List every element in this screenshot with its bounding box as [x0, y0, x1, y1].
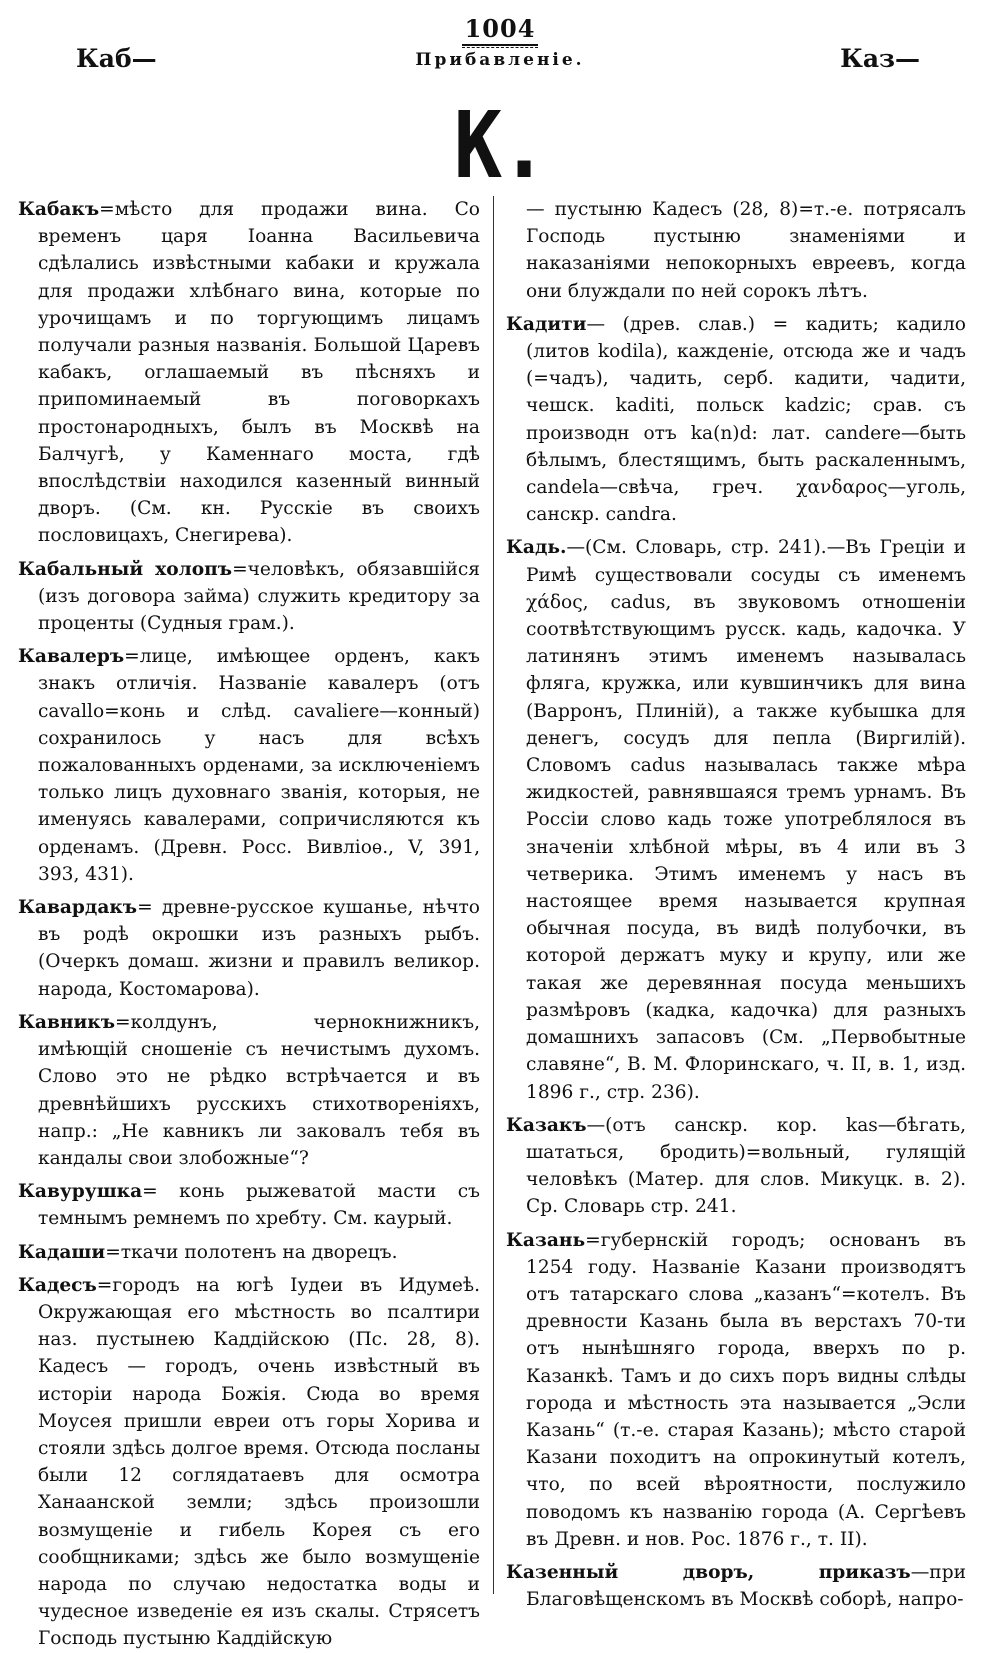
- entry-text: =человѣкъ, обязавшійся (изъ договора займа) служить кредитору за проценты (Судныя грам.).: [38, 558, 481, 635]
- dictionary-entry: [18, 196, 480, 550]
- dictionary-entry: [18, 643, 480, 888]
- entry-headword: Казань: [506, 1229, 586, 1251]
- entry-headword: Кавалеръ: [18, 646, 125, 668]
- entry-text: —(См. Словарь, стр. 241).—Въ Греціи и Римѣ существовали сосуды съ именемъ χάδος, cadus, въ звуковомъ отношеніи соотвѣтствующимъ русск. кадь, кадочка. У латинянъ этимъ именемъ называлась фляга, кружка, или кувшинчикъ для вина (Варронъ, Плиній), а также кубышка для денегъ, сосудъ для пепла (Виргилій). Словомъ cadus называлась также мѣра жидкостей, равнявшаяся тремъ урнамъ. Въ Россіи слово кадь тоже употреблялося въ значеніи хлѣбной мѣры, въ 4 или въ 3 четверика. Этимъ именемъ у насъ въ настоящее время называется крупная обычная посуда, въ видѣ полубочки, въ которой держатъ муку и крупу, или же такая же деревянная посуда меньшихъ размѣровъ (кадка, кадочка) для разныхъ домашнихъ запасовъ (См. „Первобытные славяне“, В. М. Флоринскаго, ч. II, в. 1, изд. 1896 г., стр. 236).: [526, 537, 966, 1103]
- entry-text: — пустыню Кадесъ (28, 8)=т.-е. потрясалъ Господь пустыню знаменіями и наказаніями непокорныхъ евреевъ, когда они блуждали по ней сорокъ лѣтъ.: [526, 199, 966, 302]
- entry-text: = конь рыжеватой масти съ темнымъ ремнемъ по хребту. См. каурый.: [38, 1181, 480, 1230]
- dictionary-entry: [506, 1112, 966, 1221]
- entry-text: =колдунъ, чернокнижникъ, имѣющій сношеніе съ нечистымъ духомъ. Слово это не рѣдко встрѣчается и въ древнѣйшихъ русскихъ стихотвореніяхъ, напр.: „Не кавникъ ли заковалъ тебя въ кандалы свои злобожные“?: [38, 1011, 480, 1169]
- page-number-wave-rule: [462, 47, 538, 48]
- entry-headword: Кадесъ: [18, 1274, 97, 1296]
- dictionary-entry-continuation: [506, 196, 966, 305]
- entry-text: = древне-русское кушанье, нѣчто въ родѣ окрошки изъ разныхъ рыбъ. (Очеркъ домаш. жизни и правилъ великор. народа, Костомарова).: [38, 897, 480, 1000]
- left-column: [18, 196, 481, 1650]
- dictionary-entry: [18, 1272, 480, 1653]
- entry-headword: Кабакъ: [18, 199, 100, 220]
- dictionary-entry: [506, 534, 966, 1105]
- entry-text: =губернскій городъ; основанъ въ 1254 году. Названіе Казани производятъ отъ татарскаго слова „казанъ“=котелъ. Въ древности Казань была въ верстахъ 70-ти отъ нынѣшняго города, вверхъ по р. Казанкѣ. Тамъ и до сихъ поръ видны слѣды города и мѣстность эта называется „Эсли Казань“ (т.-е. старая Казань); мѣсто старой Казани походитъ на опрокинутый котелъ, что, по всей вѣроятности, послужило поводомъ къ названію города (А. Сергѣевъ въ Древн. и нов. Рос. 1876 г., т. II).: [526, 1229, 966, 1550]
- entry-headword: Казенный дворъ, приказъ: [506, 1561, 911, 1583]
- entry-headword: Казакъ: [506, 1114, 587, 1136]
- entry-headword: Кадь.: [506, 537, 567, 559]
- entry-headword: Кавардакъ: [18, 897, 138, 919]
- right-column: [506, 196, 966, 1611]
- page-number: 1004: [464, 14, 536, 43]
- dictionary-entry: [18, 556, 480, 638]
- dictionary-entry: [506, 1227, 966, 1553]
- entry-text: —(отъ санскр. кор. kas—бѣгать, шататься, бродить)=вольный, гулящій человѣкъ (Матер. для слов. Микуцк. в. 2). Ср. Словарь стр. 241.: [526, 1114, 966, 1218]
- section-letter: К.: [453, 91, 547, 199]
- entry-headword: Кадаши: [18, 1241, 106, 1263]
- dictionary-entry: [506, 311, 966, 529]
- entry-text: =ткачи полотенъ на дворецъ.: [105, 1241, 398, 1263]
- running-head-right: Каз—: [840, 44, 920, 73]
- entry-text: — (древ. слав.) = кадить; кадило (литов kodila), кажденіе, отсюда же и чадъ (=чадъ), чадить, серб. кадити, чадити, чешск. kaditi, польск kadzic; срав. съ производн отъ ka(n)d: лат. candere—быть бѣлымъ, блестящимъ, быть раскаленнымъ, candela—свѣча, греч. χανδαρος—уголь, санскр. candra.: [526, 313, 966, 526]
- dictionary-entry: [18, 1239, 480, 1266]
- dictionary-entry: [506, 1559, 966, 1613]
- entry-text: =городъ на югѣ Іудеи въ Идумеѣ. Окружающая его мѣстность во псалтири наз. пустынею Каддійскою (Пс. 28, 8). Кадесъ — городъ, очень извѣстный въ исторіи народа Божія. Сюда во время Моусея пришли евреи отъ горы Хорива и стояли здѣсь долгое время. Отсюда посланы были 12 соглядатаевъ для осмотра Ханаанской земли; здѣсь произошли возмущеніе и гибель Корея съ его сообщниками; здѣсь же было возмущеніе народа по случаю недостатка воды и чудесное изведеніе ея изъ скалы. Стрясетъ Господь пустыню Каддійскую: [38, 1274, 480, 1650]
- entry-text: —при Благовѣщенскомъ въ Москвѣ соборѣ, напро-: [526, 1561, 966, 1611]
- entry-headword: Кавникъ: [18, 1011, 115, 1033]
- dictionary-entry: [18, 894, 480, 1003]
- running-head-center: Прибавленіе.: [415, 50, 585, 70]
- dictionary-entry: [18, 1178, 480, 1232]
- running-head-left: Каб—: [76, 44, 157, 73]
- entry-text: =мѣсто для продажи вина. Со временъ царя Іоанна Васильевича сдѣлались извѣстными кабаки и кружала для продажи хлѣбнаго вина, которые по урочищамъ и по торгующимъ лицамъ получали разныя названія. Большой Царевъ кабакъ, оглашаемый въ пѣсняхъ и припоминаемый въ поговоркахъ простонародныхъ, былъ въ Москвѣ на Балчугѣ, у Каменнаго моста, гдѣ впослѣдствіи находился казенный винный дворъ. (См. кн. Русскіе въ своихъ пословицахъ, Снегирева).: [38, 199, 480, 547]
- column-divider: [493, 196, 494, 1594]
- entry-headword: Кадити: [506, 313, 587, 335]
- entry-headword: Кабальный холопъ: [18, 558, 233, 580]
- page-number-underline: [462, 44, 538, 46]
- entry-text: =лице, имѣющее орденъ, какъ знакъ отличія. Названіе кавалеръ (отъ cavallo=конь и слѣд. cavaliere—конный) сохранилось у насъ для всѣхъ пожалованныхъ орденами, за исключеніемъ только лицъ духовнаго званія, которыя, не именуясь кавалерами, сопричисляются къ орденамъ. (Древн. Росс. Вивліоѳ., V, 391, 393, 431).: [38, 646, 480, 885]
- dictionary-entry: [18, 1009, 480, 1172]
- entry-headword: Кавурушка: [18, 1181, 143, 1203]
